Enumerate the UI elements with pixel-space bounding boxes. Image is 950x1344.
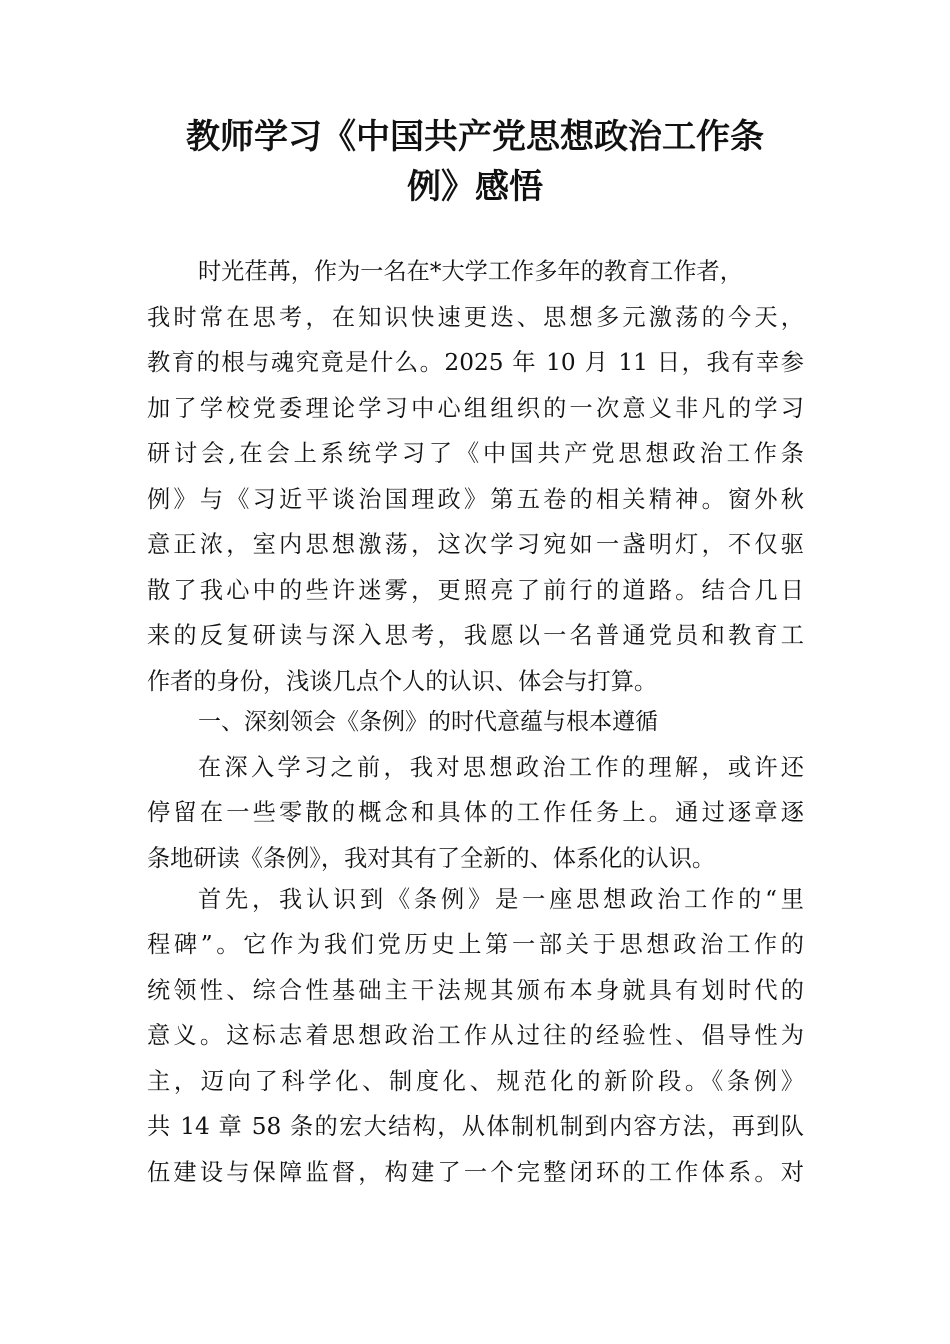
- paragraph2-line-1: 在深入学习之前，我对思想政治工作的理解，或许还: [198, 754, 804, 781]
- paragraph1-line-8: 散了我心中的些许迷雾，更照亮了前行的道路。结合几日: [147, 577, 804, 604]
- paragraph1-line-3: 教育的根与魂究竟是什么。2025 年 10 月 11 日，我有幸参: [147, 349, 804, 376]
- paragraph3-line-3: 统领性、综合性基础主干法规其颁布本身就具有划时代的: [147, 977, 804, 1004]
- paragraph3-line-7: 伍建设与保障监督，构建了一个完整闭环的工作体系。对: [147, 1159, 804, 1186]
- paragraph1-line-4: 加了学校党委理论学习中心组组织的一次意义非凡的学习: [147, 395, 804, 422]
- paragraph3-line-2: 程碑”。它作为我们党历史上第一部关于思想政治工作的: [147, 931, 804, 958]
- paragraph1-line-7: 意正浓，室内思想激荡，这次学习宛如一盏明灯，不仅驱: [147, 531, 804, 558]
- paragraph1-line-10: 作者的身份，浅谈几点个人的认识、体会与打算。: [147, 668, 658, 695]
- paragraph2-line-2: 停留在一些零散的概念和具体的工作任务上。通过逐章逐: [147, 799, 804, 826]
- paragraph1-line-9: 来的反复研读与深入思考，我愿以一名普通党员和教育工: [147, 622, 804, 649]
- paragraph3-line-4: 意义。这标志着思想政治工作从过往的经验性、倡导性为: [147, 1022, 804, 1049]
- document-title: [150, 112, 800, 212]
- title-line-1: 教师学习《中国共产党思想政治工作条: [186, 117, 764, 157]
- paragraph3-line-1: 首先，我认识到《条例》是一座思想政治工作的“里: [198, 886, 804, 913]
- section-heading-1: 一、深刻领会《条例》的时代意蕴与根本遵循: [198, 709, 658, 735]
- paragraph2-line-3: 条地研读《条例》，我对其有了全新的、体系化的认识。: [147, 845, 716, 872]
- paragraph1-line-6: 例》与《习近平谈治国理政》第五卷的相关精神。窗外秋: [147, 486, 804, 513]
- title-line-2: 例》感悟: [407, 167, 543, 207]
- paragraph3-line-5: 主，迈向了科学化、制度化、规范化的新阶段。《条例》: [147, 1068, 804, 1095]
- paragraph1-line-2: 我时常在思考，在知识快速更迭、思想多元激荡的今天，: [147, 304, 804, 331]
- paragraph3-line-6: 共 14 章 58 条的宏大结构，从体制机制到内容方法，再到队: [147, 1113, 804, 1140]
- paragraph1-line-5: 研讨会,在会上系统学习了《中国共产党思想政治工作条: [147, 440, 804, 467]
- paragraph1-line-1: 时光荏苒，作为一名在*大学工作多年的教育工作者，: [198, 258, 743, 285]
